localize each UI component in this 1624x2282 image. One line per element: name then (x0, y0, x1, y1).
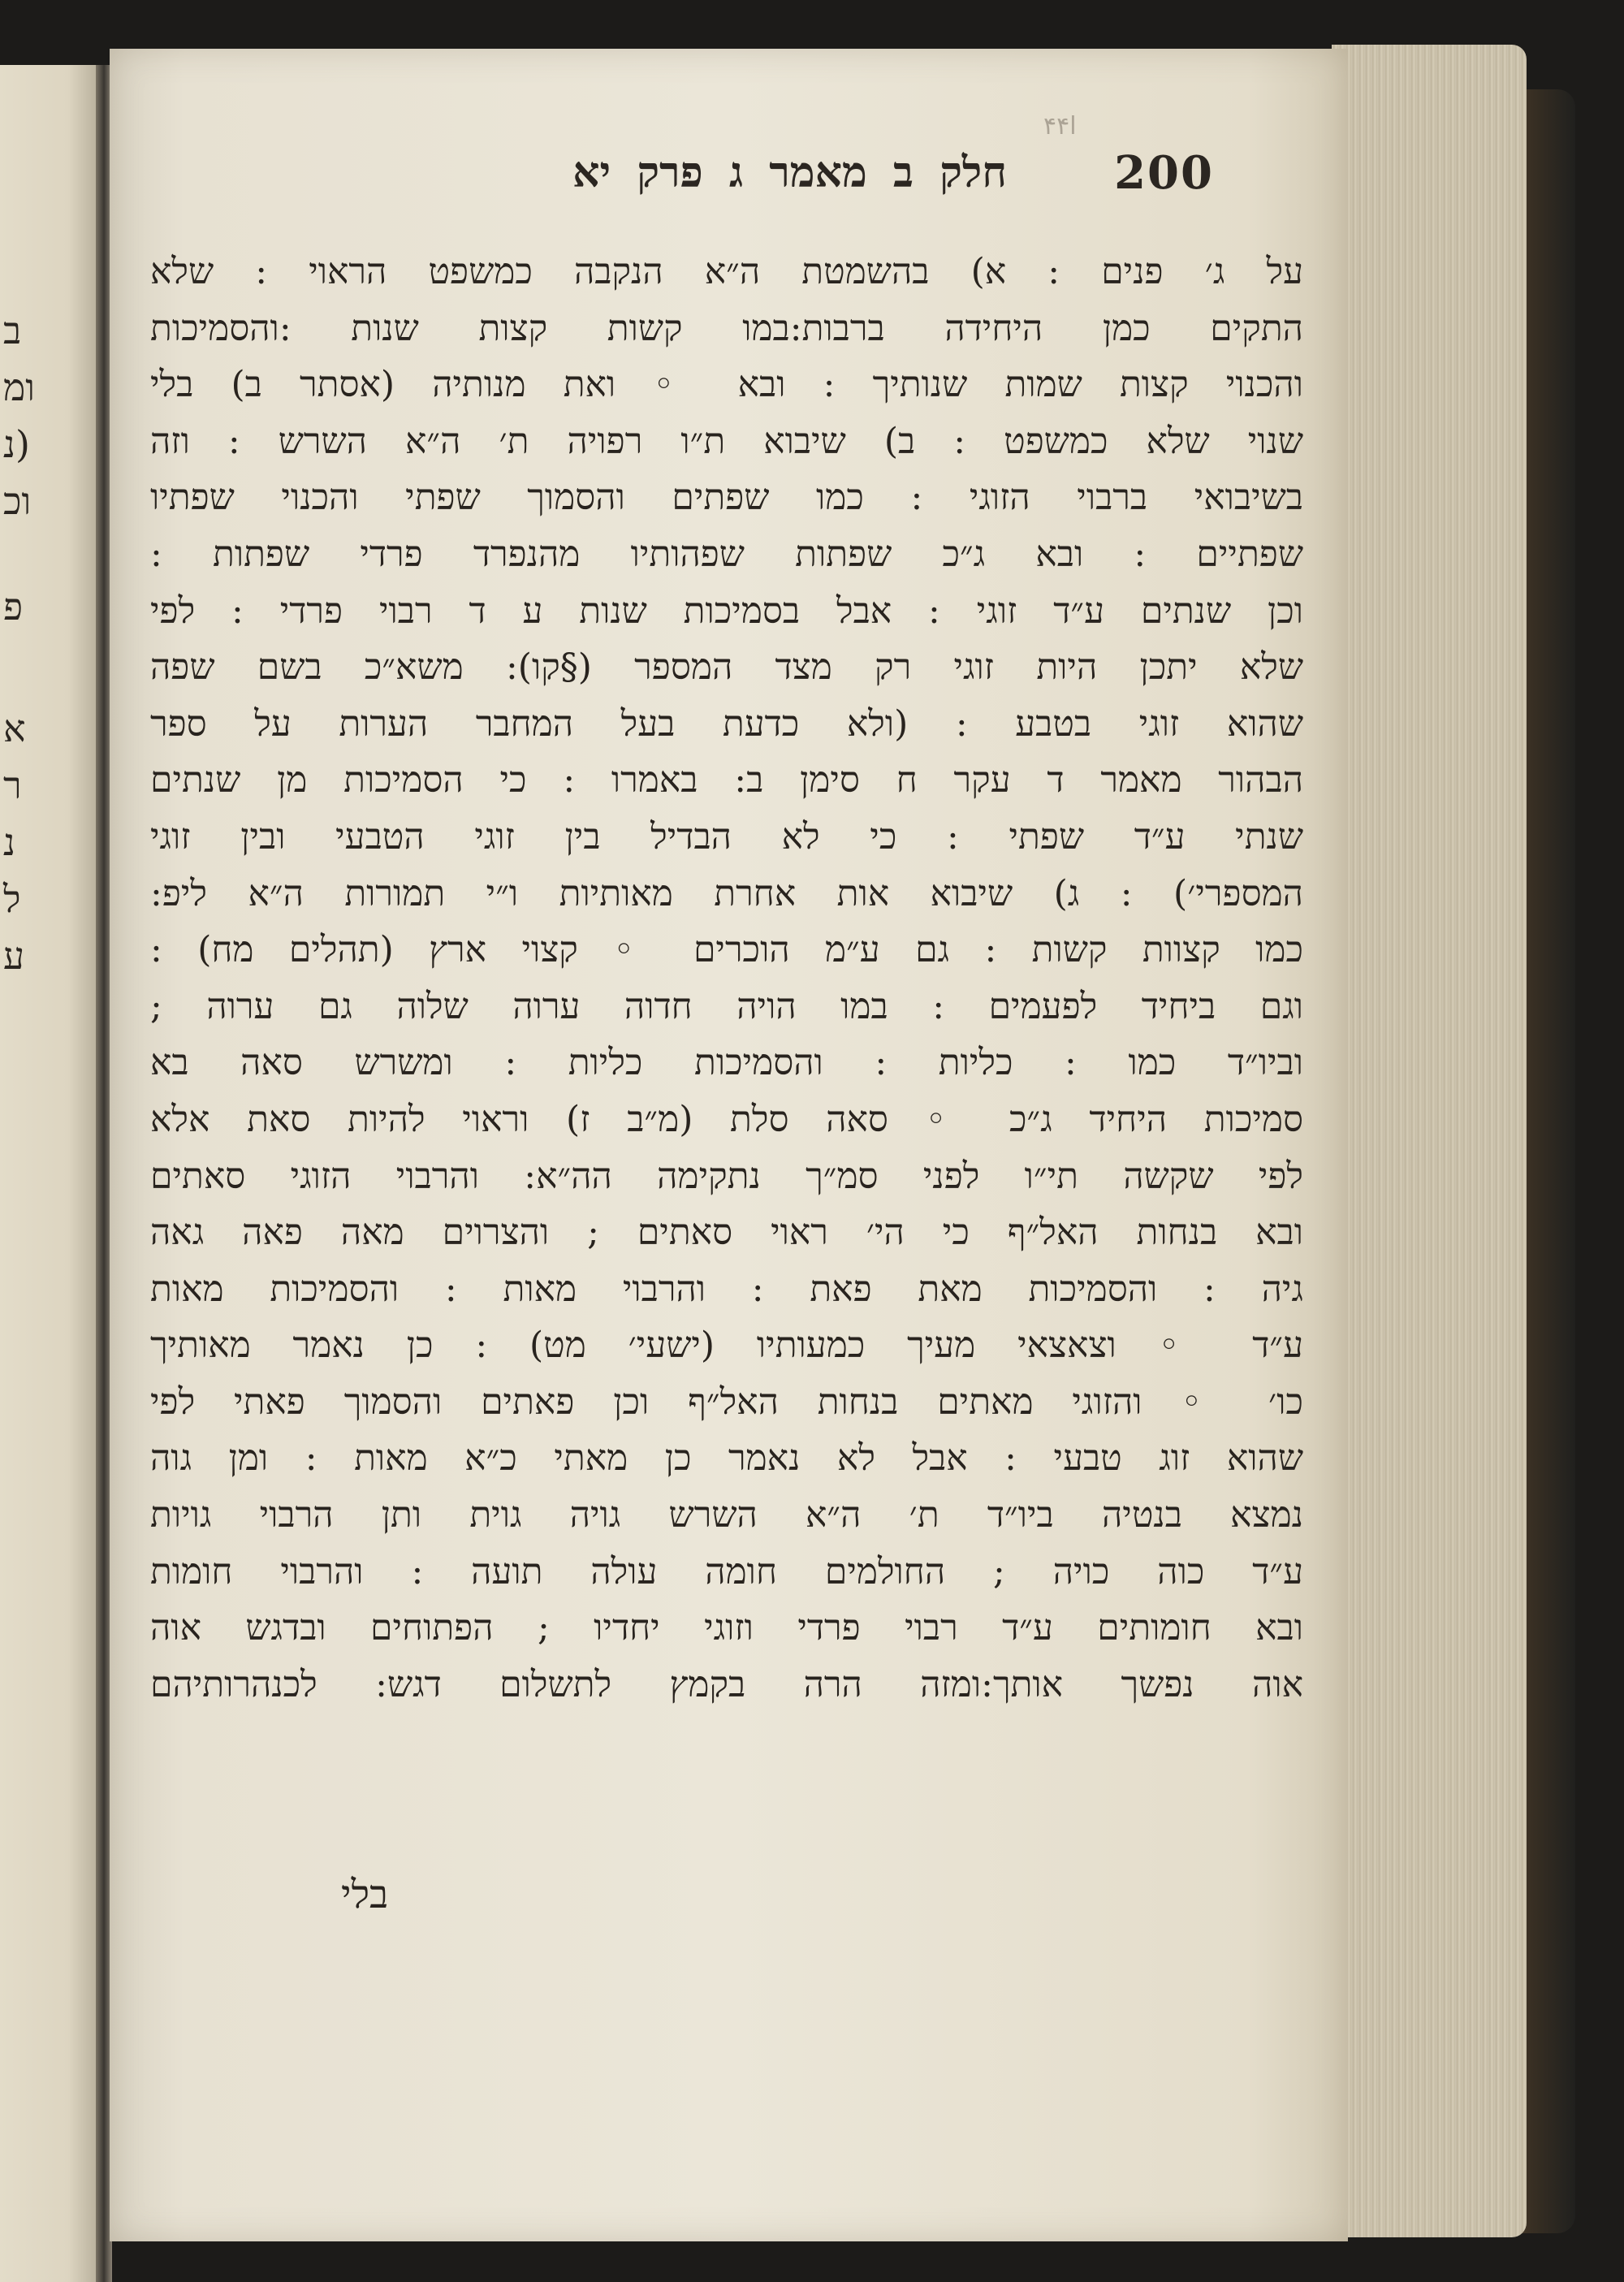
text-line: סמיכות היחיד ג״כ ◦ סאה סלת (מ״ב ז) וראוי להיות סאת אלא (150, 1098, 1303, 1140)
facing-page-edge (0, 65, 97, 2282)
text-line: שהוא זוג טבעי : אבל לא נאמר כן מאתי כ״א מאות : ומן גוה (150, 1437, 1303, 1480)
text-line: שלא יתכן היות זוגי רק מצד המספר (§קו): משא״כ בשם שפה (150, 646, 1303, 689)
text-line: על ג׳ פנים : א) בהשמטת ה״א הנקבה כמשפט הראוי : שלא (150, 251, 1303, 292)
text-line: גיה : והסמיכות מאת פאת : והרבוי מאות : והסמיכות מאות (150, 1268, 1303, 1310)
catchword: בלי (341, 1872, 389, 1917)
text-line: וכן שנתים ע״ד זוגי : אבל בסמיכות שנות ע ד רבוי פרדי : לפי (150, 590, 1303, 632)
text-line: ע״ד ◦ וצאצאי מעיך כמעותיו (ישעי׳ מט) : כן נאמר מאותיך (150, 1325, 1303, 1367)
text-line: שפתיים : ובא ג״כ שפתות שפהותיו מהנפרד פרדי שפתות : (150, 533, 1303, 575)
text-line: והכנוי קצות שמות שנותיך : ובא ◦ ואת מנותיה (אסתר ב) בלי (150, 364, 1303, 406)
facing-page-fragment: נ (3, 820, 15, 864)
text-line: ובא חומותים ע״ד רבוי פרדי וזוגי יחדיו ; הפתוחים ובדגש אוה (150, 1607, 1303, 1649)
text-line: כמו קצוות קשות : גם ע״מ הוכרים ◦ קצוי ארץ (תהלים מח) : (150, 929, 1303, 971)
facing-page-fragment: (נ (3, 422, 30, 466)
text-line: לפי שקשה תי״ו לפני סמ״ך נתקימה הה״א: והרבוי הזוגי סאתים (150, 1155, 1303, 1197)
facing-page-fragment: ומ (3, 365, 36, 409)
facing-page-fragment: ע (3, 934, 25, 978)
ink-mark: ا۴۴ (1043, 112, 1077, 140)
facing-page-fragment: פ (3, 585, 24, 629)
text-line: וביו״ד כמו : כליות : והסמיכות כליות : ומשרש סאה בא (150, 1042, 1303, 1084)
page-number: 200 (1114, 146, 1214, 200)
text-line: בשיבואי ברבוי הזוגי : כמו שפתים והסמוך שפתי והכנוי שפתיו (150, 477, 1303, 519)
text-line: המספרי׳) : ג) שיבוא אות אחרת מאותיות ו״י תמורות ה״א ליפ: (150, 872, 1303, 914)
text-line: אוה נפשך אותך:ומזה הרה בקמץ לתשלום דגש: לכנהרותיהם (150, 1663, 1303, 1705)
facing-page-fragment: ב (3, 309, 22, 352)
facing-page-fragment: וכ (3, 479, 32, 523)
text-line: נמצא בנטיה ביו״ד ת׳ ה״א השרש גויה גוית ותן הרבוי גויות (150, 1494, 1303, 1536)
facing-page-fragment: ר (3, 763, 22, 807)
facing-page-fragment: ל (3, 877, 21, 921)
text-line: ע״ד כוה כויה ; החולמים חומה עולה תועה : והרבוי חומות (150, 1550, 1303, 1593)
running-head (110, 146, 1348, 227)
page-block-edge (1332, 45, 1527, 2237)
text-line: שנתי ע״ד שפתי : כי לא הבדיל בין זוגי הטבעי ובין זוגי (150, 815, 1303, 858)
facing-page-fragment: א (3, 707, 26, 750)
header-title: חלק ב מאמר ג פרק יא (572, 148, 1007, 197)
text-line: שהוא זוגי בטבע : (ולא כדעת בעל המחבר הערות על ספר (150, 702, 1303, 745)
book-page (110, 49, 1348, 2241)
text-line: כו׳ ◦ והזוגי מאתים בנחות האל״ף וכן פאתים והסמוך פאתי לפי (150, 1381, 1303, 1423)
text-line: וגם ביחיד לפעמים : במו הויה חדוה ערוה שלוה גם ערוה ; (150, 985, 1303, 1027)
text-line: שנוי שלא כמשפט : ב) שיבוא ת״ו רפויה ת׳ ה״א השרש : וזה (150, 420, 1303, 462)
body-text (150, 244, 1303, 1713)
text-line: ובא בנחות האל״ף כי הי׳ ראוי סאתים ; והצרוים מאה פאה גאה (150, 1212, 1303, 1254)
text-line: התקים כמן היחידה ברבות:במו קשות קצות שנות :והסמיכות (150, 307, 1303, 349)
text-line: הבהור מאמר ד עקר ח סימן ב: באמרו : כי הסמיכות מן שנתים (150, 759, 1303, 802)
